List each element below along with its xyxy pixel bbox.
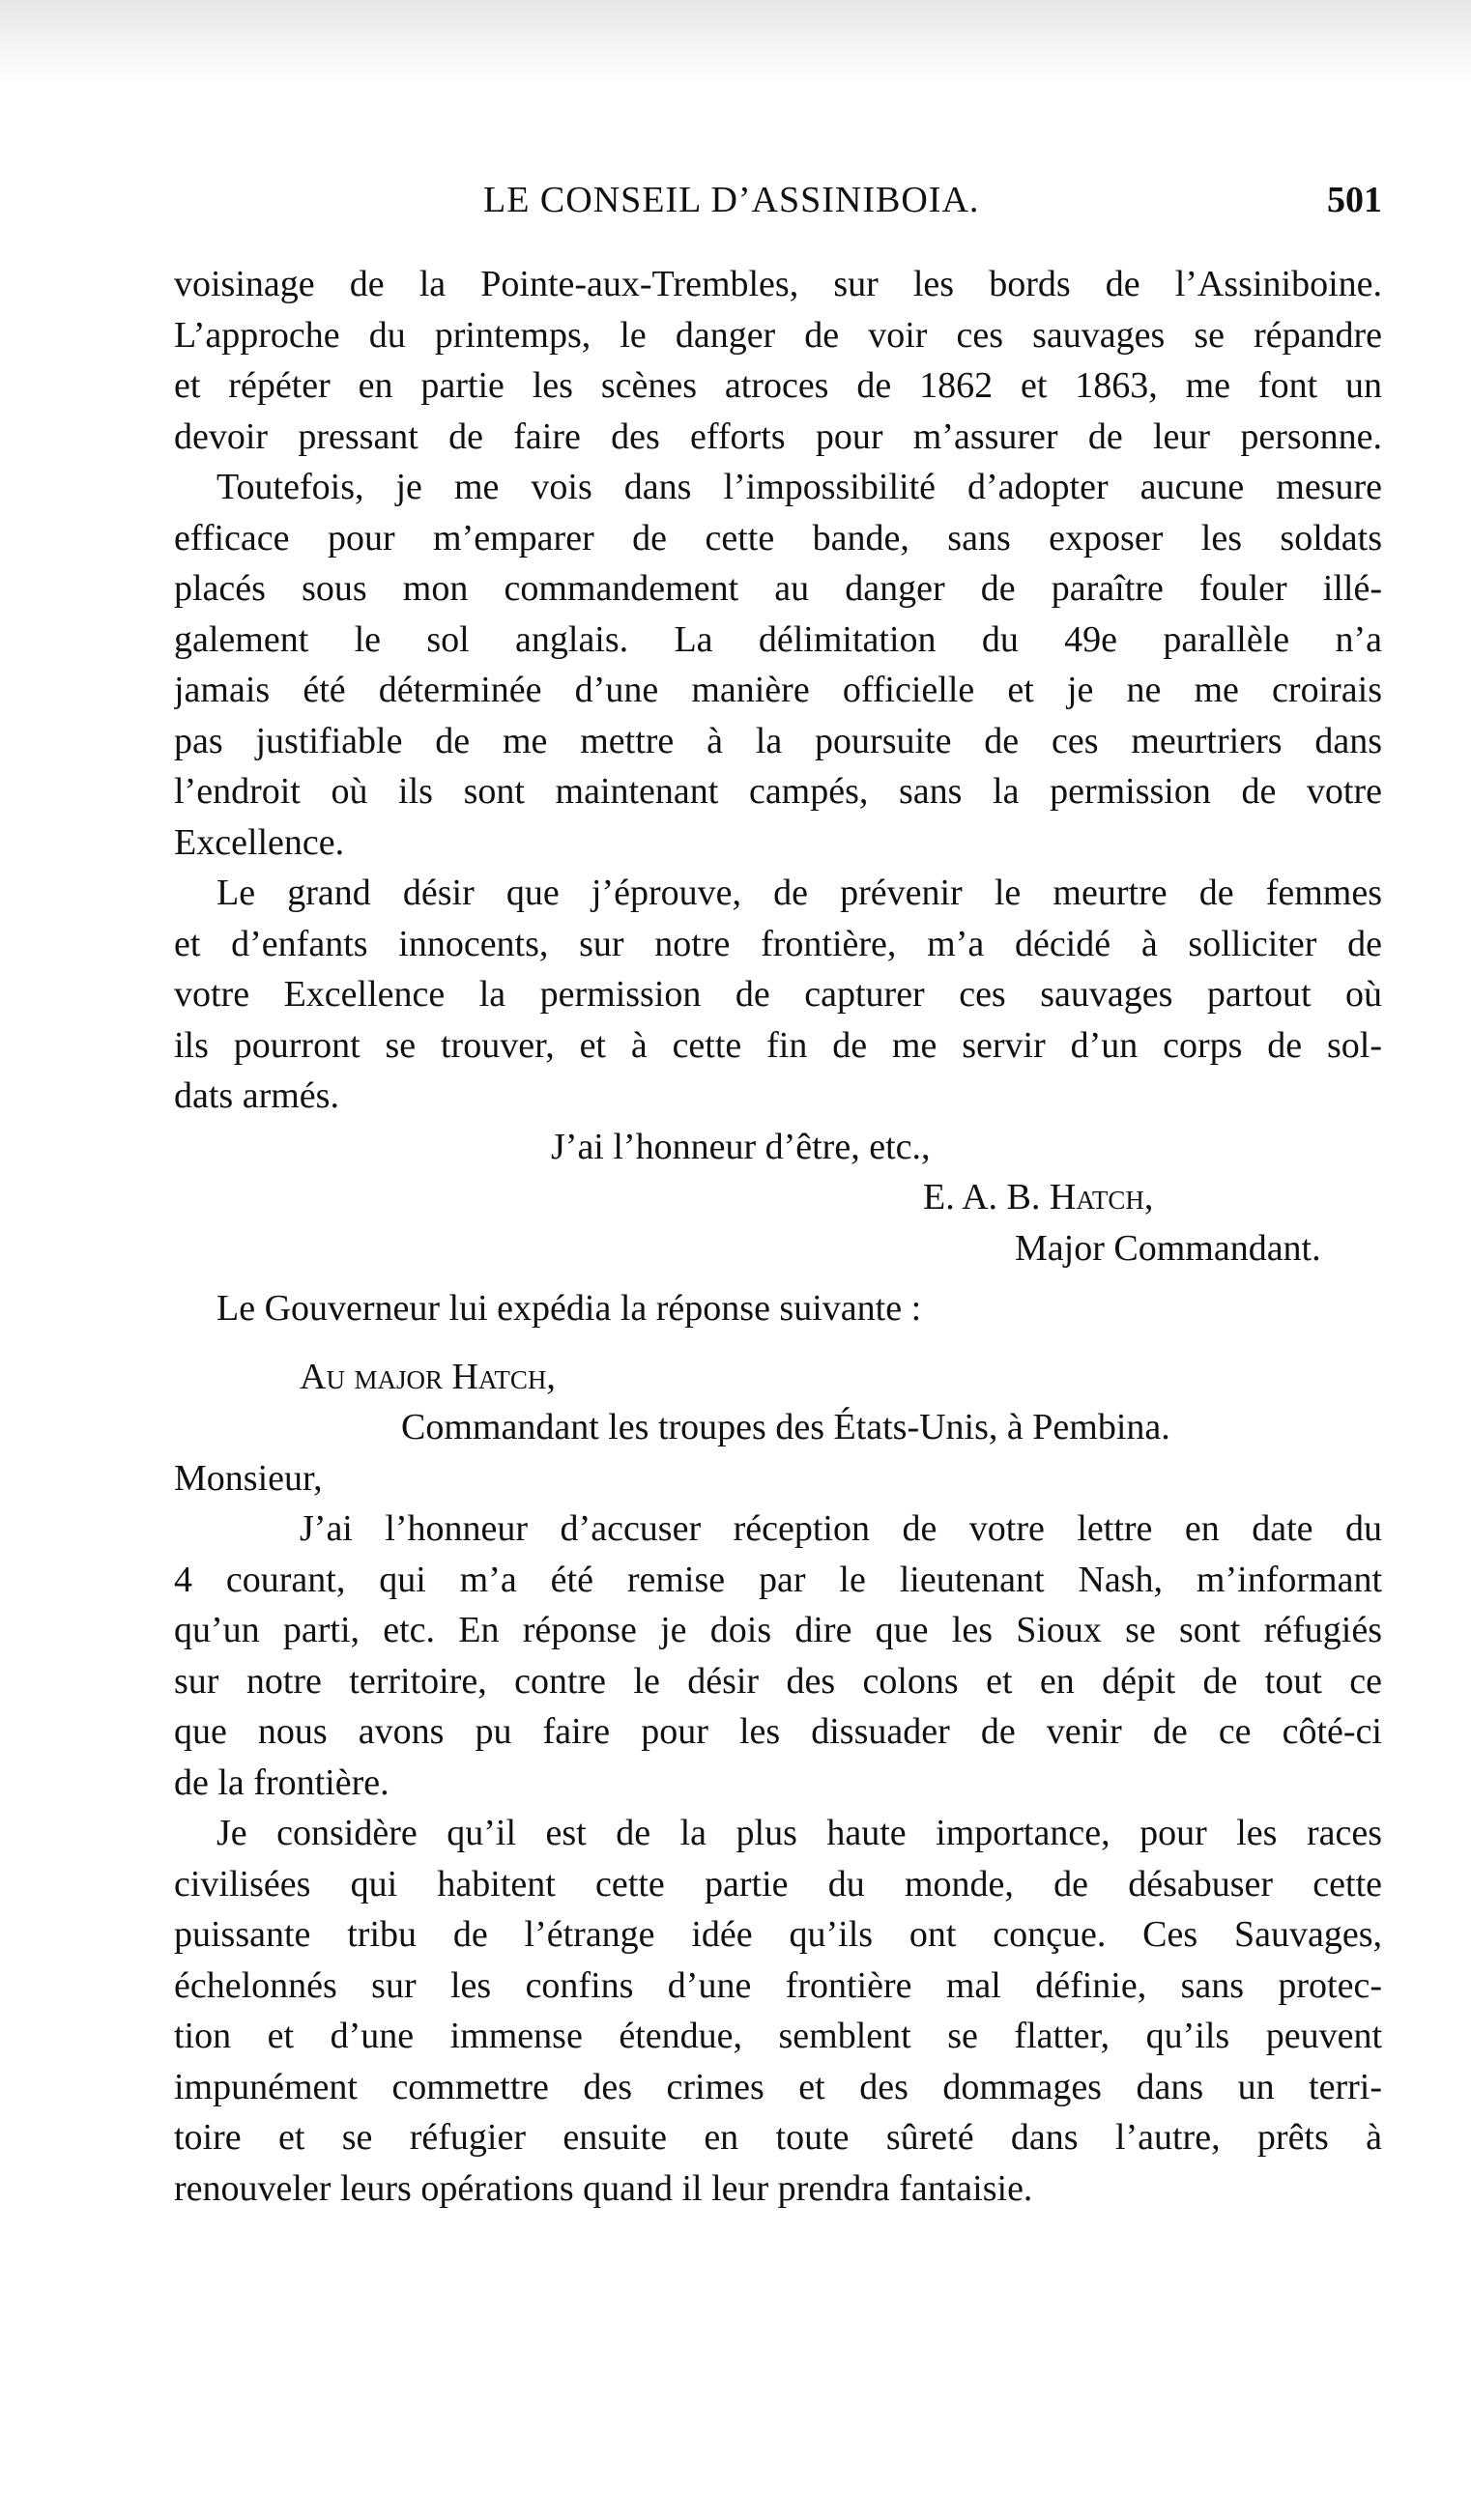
running-title: LE CONSEIL D’ASSINIBOIA. bbox=[483, 180, 980, 220]
text-line: devoir pressant de faire des efforts pour m’assurer de leur personne. bbox=[174, 415, 1382, 457]
text-line: L’approche du printemps, le danger de voir ces sauvages se répandre bbox=[174, 314, 1382, 356]
text-line: J’ai l’honneur d’accuser réception de votre lettre en date du bbox=[300, 1508, 1382, 1549]
text-line: sur notre territoire, contre le désir des colons et en dépit de tout ce bbox=[174, 1660, 1382, 1702]
text-line: renouveler leurs opérations quand il leur prendra fantaisie. bbox=[174, 2167, 1033, 2209]
text-line: Excellence. bbox=[174, 821, 345, 863]
text-line: galement le sol anglais. La délimitation du 49e parallèle n’a bbox=[174, 618, 1382, 660]
paragraph-toutefois bbox=[174, 462, 1382, 868]
text-line: efficace pour m’emparer de cette bande, sans exposer les soldats bbox=[174, 517, 1382, 558]
reply-intro: Le Gouverneur lui expédia la réponse suivante : bbox=[216, 1288, 922, 1329]
signature-title: Major Commandant. bbox=[1015, 1227, 1321, 1269]
text-line: qu’un parti, etc. En réponse je dois dire que les Sioux se sont réfugiés bbox=[174, 1610, 1382, 1650]
scan-edge-shading bbox=[0, 0, 1471, 87]
running-header bbox=[174, 179, 1382, 237]
text-line: dats armés. bbox=[174, 1075, 339, 1116]
salutation: Monsieur, bbox=[174, 1457, 323, 1499]
text-line: toire et se réfugier ensuite en toute sûreté dans l’autre, prêts à bbox=[174, 2117, 1382, 2158]
text-line: l’endroit où ils sont maintenant campés, sans la permission de votre bbox=[174, 771, 1382, 812]
addressee-line-2: Commandant les troupes des États-Unis, à Pembina. bbox=[401, 1407, 1170, 1447]
signature-name: E. A. B. Hatch, bbox=[923, 1177, 1154, 1217]
addressee: Au major Hatch, bbox=[300, 1356, 556, 1397]
text-line: Je considère qu’il est de la plus haute importance, pour les races bbox=[216, 1813, 1382, 1853]
text-line: échelonnés sur les confins d’une frontière mal définie, sans protec- bbox=[174, 1964, 1382, 2006]
text-line: pas justifiable de me mettre à la poursuite de ces meurtriers dans bbox=[174, 720, 1382, 761]
page-number: 501 bbox=[1327, 180, 1382, 220]
text-line: votre Excellence la permission de capturer ces sauvages partout où bbox=[174, 974, 1382, 1015]
text-line: Le grand désir que j’éprouve, de prévenir le meurtre de femmes bbox=[216, 873, 1382, 913]
text-line: voisinage de la Pointe-aux-Trembles, sur les bords de l’Assiniboine. bbox=[174, 264, 1382, 304]
text-line: impunément commettre des crimes et des dommages dans un terri- bbox=[174, 2066, 1382, 2107]
text-line: 4 courant, qui m’a été remise par le lieutenant Nash, m’informant bbox=[174, 1559, 1382, 1600]
text-line: que nous avons pu faire pour les dissuader de venir de ce côté-ci bbox=[174, 1711, 1382, 1752]
paragraph-grand-desir bbox=[174, 868, 1382, 1122]
paragraph-je-considere bbox=[174, 1808, 1382, 2214]
text-line: civilisées qui habitent cette partie du monde, de désabuser cette bbox=[174, 1863, 1382, 1904]
text-line: et répéter en partie les scènes atroces de 1862 et 1863, me font un bbox=[174, 365, 1382, 406]
text-line: puissante tribu de l’étrange idée qu’ils ont conçue. Ces Sauvages, bbox=[174, 1914, 1382, 1955]
text-line: placés sous mon commandement au danger de paraître fouler illé- bbox=[174, 568, 1382, 609]
letter-closing: J’ai l’honneur d’être, etc., bbox=[551, 1126, 931, 1167]
page-body bbox=[174, 259, 1382, 2214]
paragraph-continuation bbox=[174, 259, 1382, 462]
text-line: et d’enfants innocents, sur notre frontière, m’a décidé à solliciter de bbox=[174, 923, 1382, 964]
text-line: tion et d’une immense étendue, semblent se flatter, qu’ils peuvent bbox=[174, 2016, 1382, 2056]
text-line: jamais été déterminée d’une manière officielle et je ne me croirais bbox=[174, 670, 1382, 710]
text-line: Toutefois, je me vois dans l’impossibilité d’adopter aucune mesure bbox=[216, 467, 1382, 507]
paragraph-reponse bbox=[174, 1503, 1382, 1808]
text-line: de la frontière. bbox=[174, 1761, 389, 1803]
text-line: ils pourront se trouver, et à cette fin de me servir d’un corps de sol- bbox=[174, 1024, 1382, 1066]
